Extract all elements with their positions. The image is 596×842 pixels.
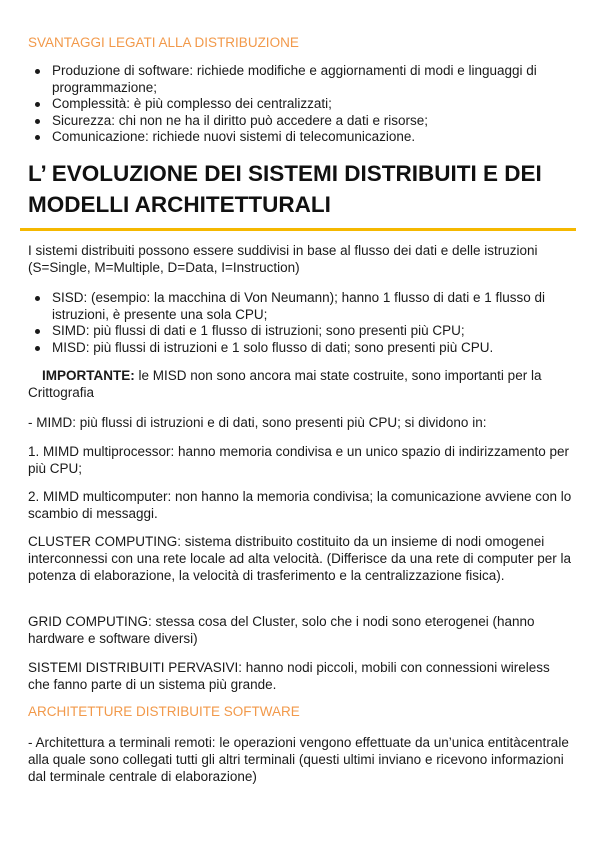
section-heading-svantaggi: SVANTAGGI LEGATI ALLA DISTRIBUZIONE [28, 35, 299, 50]
mimd-multiprocessor-paragraph: 1. MIMD multiprocessor: hanno memoria condivisa e un unico spazio di indirizzamento per più CPU; [28, 444, 569, 476]
pervasive-paragraph: SISTEMI DISTRIBUITI PERVASIVI: hanno nodi piccoli, mobili con connessioni wireless che fanno parte di un sistema più grande. [28, 660, 550, 692]
important-label: IMPORTANTE: [42, 368, 135, 383]
title-underline [20, 228, 576, 231]
important-text: le MISD non sono ancora mai state costruite, sono importanti per la Crittografia [28, 368, 542, 400]
section-heading-architetture: ARCHITETTURE DISTRIBUITE SOFTWARE [28, 704, 300, 719]
list-item: MISD: più flussi di istruzioni e 1 solo flusso di dati; sono presenti più CPU. [52, 340, 592, 357]
list-item: Complessità: è più complesso dei centralizzati; [52, 96, 592, 113]
list-item: SIMD: più flussi di dati e 1 flusso di istruzioni; sono presenti più CPU; [52, 323, 592, 340]
list-item: Comunicazione: richiede nuovi sistemi di telecomunicazione. [52, 129, 592, 146]
grid-paragraph: GRID COMPUTING: stessa cosa del Cluster, solo che i nodi sono eterogenei (hanno hardware e software diversi) [28, 614, 535, 646]
list-item: SISD: (esempio: la macchina di Von Neumann); hanno 1 flusso di dati e 1 flusso di istruzioni, è presente una sola CPU; [52, 290, 592, 323]
list-item: Sicurezza: chi non ne ha il diritto può accedere a dati e risorse; [52, 113, 592, 130]
mimd-paragraph: - MIMD: più flussi di istruzioni e di dati, sono presenti più CPU; si dividono in: [28, 415, 487, 430]
intro-paragraph: I sistemi distribuiti possono essere suddivisi in base al flusso dei dati e delle istruzioni (S=Single, M=Multiple, D=Data, I=Instruction) [28, 243, 538, 275]
svantaggi-list [28, 63, 592, 146]
page-title: L’ EVOLUZIONE DEI SISTEMI DISTRIBUITI E DEI MODELLI ARCHITETTURALI [28, 161, 542, 217]
list-item: Produzione di software: richiede modifiche e aggiornamenti di modi e linguaggi di programmazione; [52, 63, 592, 96]
mimd-multicomputer-paragraph: 2. MIMD multicomputer: non hanno la memoria condivisa; la comunicazione avviene con lo scambio di messaggi. [28, 489, 572, 521]
terminals-paragraph: - Architettura a terminali remoti: le operazioni vengono effettuate da un’unica entitàcentrale alla quale sono collegati tutti gli altri terminali (questi ultimi inviano e ricevono informazioni dal terminale centrale di elaborazione) [28, 735, 569, 784]
important-note [28, 367, 573, 401]
flows-list [28, 290, 592, 356]
cluster-paragraph: CLUSTER COMPUTING: sistema distribuito costituito da un insieme di nodi omogenei interconnessi con una rete locale ad alta velocità. (Differisce da una rete di computer per la potenza di elaborazione, la velocità di trasferimento e la centralizzazione fisica). [28, 534, 572, 583]
